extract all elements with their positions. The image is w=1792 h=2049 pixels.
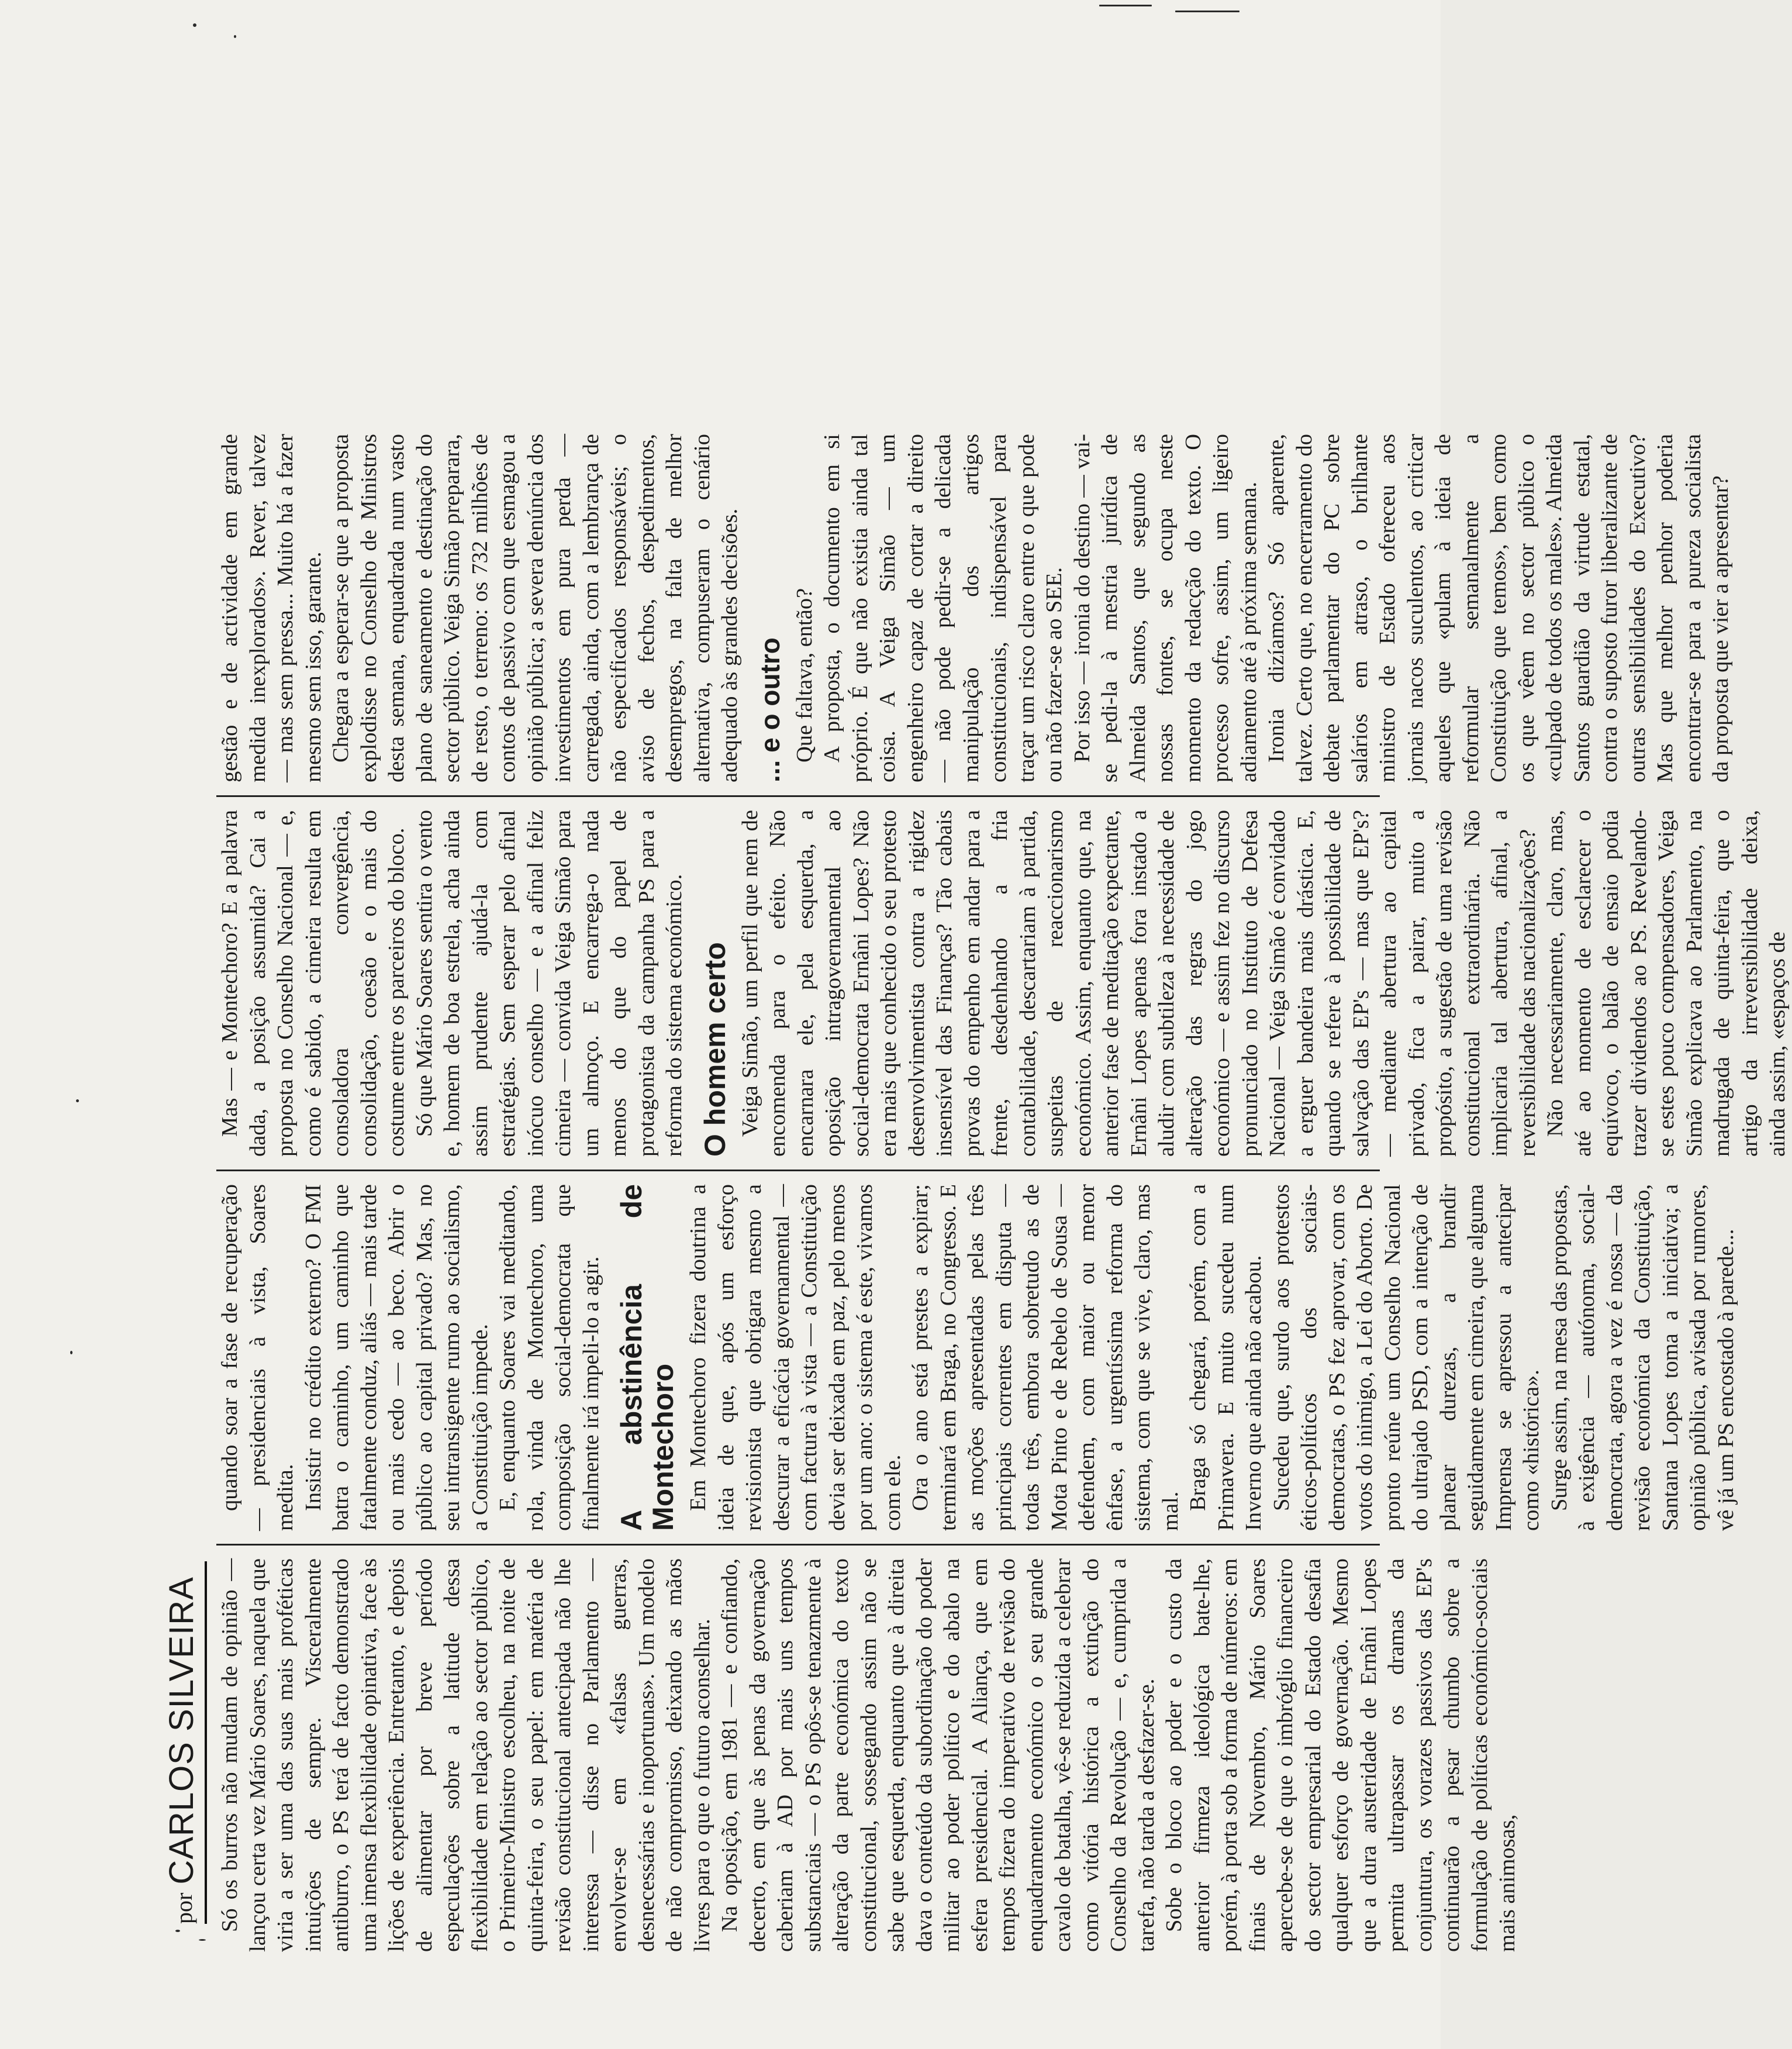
author-name: CARLOS SILVEIRA bbox=[163, 1577, 201, 1885]
article-paragraph: E, enquanto Soares vai meditando, rola, vinda de Montechoro, uma composição social-democrata que finalmente irá impeli-lo a agir. bbox=[495, 1184, 603, 1531]
article-paragraph: Na oposição, em 1981 — e confiando, decerto, em que às penas da governação caberiam à AD por mais uns tempos substanciais — o PS opôs-se tenazmente à alteração da parte económica do texto constitucional, sossegando assim não se sabe que esquerda, enquanto que à direita dava o conteúdo da subordinação do poder militar ao poder político e do abalo na esfera presidencial. A Aliança, que em tempos fizera do imperativo de revisão do enquadramento económico o seu grande cavalo de batalha, vê-se reduzida a celebrar como vitória histórica a extinção do Conselho da Revolução — e, cumprida a tarefa, não tarda a desfazer-se. bbox=[717, 1558, 1159, 1952]
article-paragraph: Que faltava, então? bbox=[792, 588, 817, 763]
byline-prefix: por bbox=[171, 1892, 197, 1924]
scan-speck bbox=[1099, 5, 1152, 6]
section-subheading: ... e o outro bbox=[754, 637, 785, 782]
article-paragraph: Não necessariamente, claro, mas, até ao momento de esclarecer o equívoco, o balão de ensaio podia trazer dividendos ao PS. Revelando-se estes pouco compensadores, Veiga Simão explicava ao Parlamento, na madrugada de quinta-feira, que o artigo da irreversibilidade deixa, ainda assim, «espaços de bbox=[1543, 810, 1790, 1157]
scan-speck bbox=[234, 35, 236, 38]
article-paragraph: Mas — e Montechoro? E a palavra dada, a posição assumida? Cai a proposta no Conselho Nacional — e, como é sabido, a cimeira resulta em consoladora convergência, consolidação, coesão e o mais do costume entre os parceiros do bloco. bbox=[217, 810, 409, 1157]
column-1 bbox=[216, 1544, 1520, 1965]
article-paragraph: Veiga Simão, um perfil que nem de encomenda para o efeito. Não encarnara ele, pela esquerda, a oposição intragovernamental ao social-democrata Ernâni Lopes? Não era mais que conhecido o seu protesto desenvolvimentista contra a rigidez insensível das Finanças? Tão cabais provas do empenho em andar para a frente, desdenhando a fria contabilidade, descartariam à partida, suspeitas de reaccionarismo económico. Assim, enquanto que, na anterior fase de meditação expectante, Ernâni Lopes apenas fora instado a aludir com subtileza à necessidade de alteração das regras do jogo económico — e assim fez no discurso pronunciado no Instituto de Defesa Nacional — Veiga Simão é convidado a erguer bandeira mais drástica. E, quando se refere à possibilidade de salvação das EP's — mas que EP's? — mediante abertura ao capital privado, fica a pairar, muito a propósito, a sugestão de uma revisão constitucional extraordinária. Não implicaria tal abertura, afinal, a reversibilidade das nacionalizações? bbox=[737, 810, 1540, 1157]
scan-speck bbox=[76, 1099, 79, 1102]
article-paragraph: Sobe o bloco ao poder e o custo da anterior firmeza ideológica bate-lhe, porém, à porta sob a forma de números: em finais de Novembro, Mário Soares apercebe-se de que o imbróglio financeiro do sector empresarial do Estado desafia qualquer esforço de governação. Mesmo que a dura austeridade de Ernâni Lopes permita ultrapassar os dramas da conjuntura, os vorazes passivos das EP's continuarão a pesar chumbo sobre a formulação de políticas económico-sociais mais animosas, bbox=[1162, 1558, 1520, 1952]
section-heading: A abstinência de Montechoro bbox=[615, 1184, 679, 1531]
article-paragraph: Chegara a esperar-se que a proposta explodisse no Conselho de Ministros desta semana, enquadrada num vasto plano de saneamento e destinação do sector público. Veiga Simão preparara, de resto, o terreno: os 732 milhões de contos de passivo com que esmagou a opinião pública; a severa denúncia dos investimentos em pura perda — carregada, ainda, com a lembrança de não especificados responsáveis; o aviso de fechos, despedimentos, desempregos, na falta de melhor alternativa, compuseram o cenário adequado às grandes decisões. bbox=[329, 434, 742, 782]
article-paragraph: Sucedeu que, surdo aos protestos éticos-políticos dos sociais-democratas, o PS fez aprovar, com os votos do inimigo, a Lei do Aborto. De pronto reúne um Conselho Nacional do ultrajado PSD, com a intenção de planear durezas, a brandir seguidamente em cimeira, que alguma Imprensa se apressou a antecipar como «histórica». bbox=[1269, 1184, 1544, 1531]
article-paragraph: A proposta, o documento em si próprio. É que não existia ainda tal coisa. A Veiga Simão — um engenheiro capaz de cortar a direito — não pode pedir-se a delicada manipulação dos artigos constitucionais, indispensável para traçar um risco claro entre o que pode ou não fazer-se ao SEE. bbox=[820, 434, 1066, 782]
article-paragraph: Surge assim, na mesa das propostas, à exigência — autónoma, social-democrata, agora a vez é nossa — da revisão económica da Constituição, Santana Lopes toma a iniciativa; a opinião pública, avisada por rumores, vê já um PS encostado à parede... bbox=[1546, 1184, 1738, 1531]
article-columns bbox=[216, 70, 1790, 1965]
scan-speck bbox=[70, 1351, 72, 1354]
column-4 bbox=[216, 421, 1733, 795]
article-paragraph: Em Montechoro fizera doutrina a ideia de que, após um esforço revisionista que obrigara mesmo a descurar a eficácia governamental — com factura à vista — a Constituição devia ser deixada em paz, pelo menos por um ano: o sistema é este, vivamos com ele. bbox=[686, 1184, 905, 1531]
article-paragraph: Por isso — ironia do destino — vai-se pedi-la à mestria jurídica de Almeida Santos, que segundo as nossas fontes, se ocupa neste momento da redacção do texto. O processo sofre, assim, um ligeiro adiamento até à próxima semana. bbox=[1069, 434, 1261, 782]
article-paragraph: Ora o ano está prestes a expirar; terminará em Braga, no Congresso. E as moções apresentadas pelas três principais correntes em disputa — todas três, embora sobretudo as de Mota Pinto e de Rebelo de Sousa — defendem, com maior ou menor ênfase, a urgentíssima reforma do sistema, com que se vive, claro, mas mal. bbox=[908, 1184, 1183, 1531]
column-2 bbox=[216, 1170, 1738, 1544]
article-paragraph: Só que Mário Soares sentira o vento e, homem de boa estrela, acha ainda assim prudente ajudá-la com estratégias. Sem esperar pelo afinal inócuo conselho — e a afinal feliz cimeira — convida Veiga Simão para um almoço. E encarrega-o nada menos do que do papel de protagonista da campanha PS para a reforma do sistema económico. bbox=[412, 810, 686, 1157]
byline bbox=[140, 1561, 207, 1924]
column-3 bbox=[216, 795, 1790, 1170]
scan-speck bbox=[1175, 11, 1239, 12]
scan-speck bbox=[193, 23, 196, 27]
article-paragraph: Insistir no crédito externo? O FMI batra o caminho, um caminho que fatalmente conduz, aliás — mais tarde ou mais cedo — ao beco. Abrir o público ao capital privado? Mas, no seu intransigente rumo ao socialismo, a Constituição impede. bbox=[301, 1184, 492, 1531]
section-heading: O homem certo bbox=[698, 942, 731, 1157]
article-paragraph: Só os burros não mudam de opinião — lançou certa vez Mário Soares, naquela que viria a ser uma das suas mais proféticas intuições de sempre. Visceralmente antiburro, o PS terá de facto demonstrado uma imensa flexibilidade opinativa, face às lições de experiência. Entretanto, e depois de alimentar por breve período especulações sobre a latitude dessa flexibilidade em relação ao sector público, o Primeiro-Ministro escolheu, na noite de quinta-feira, o seu papel: em matéria de revisão constitucional antecipada não lhe interessa — disse no Parlamento — envolver-se em «falsas guerras, desnecessárias e inoportunas». Um modelo de não compromisso, deixando as mãos livres para o que o futuro aconselhar. bbox=[217, 1558, 714, 1952]
article-paragraph: gestão e de actividade em grande medida inexplorados». Rever, talvez — mas sem pressa... Muito há a fazer mesmo sem isso, garante. bbox=[217, 434, 326, 782]
newspaper-clipping bbox=[140, 70, 1790, 1965]
article-paragraph: quando soar a fase de recuperação — presidenciais à vista, Soares medita. bbox=[217, 1184, 298, 1531]
article-paragraph: Ironia dizíamos? Só aparente, talvez. Certo que, no encerramento do debate parlamentar do PC sobre salários em atraso, o brilhante ministro de Estado ofereceu aos jornais nacos suculentos, ao criticar aqueles que «pulam à ideia de reformular semanalmente a Constituição que temos», bem como os que vêem no sector público o «culpado de todos os males». Almeida Santos guardião da virtude estatal, contra o suposto furor liberalizante de outras sensibilidades do Executivo? Mas que melhor penhor poderia encontrar-se para a pureza socialista da proposta que vier a apresentar? bbox=[1264, 434, 1733, 782]
article-paragraph: Braga só chegará, porém, com a Primavera. E muito sucedeu num Inverno que ainda não acabou. bbox=[1186, 1184, 1266, 1531]
